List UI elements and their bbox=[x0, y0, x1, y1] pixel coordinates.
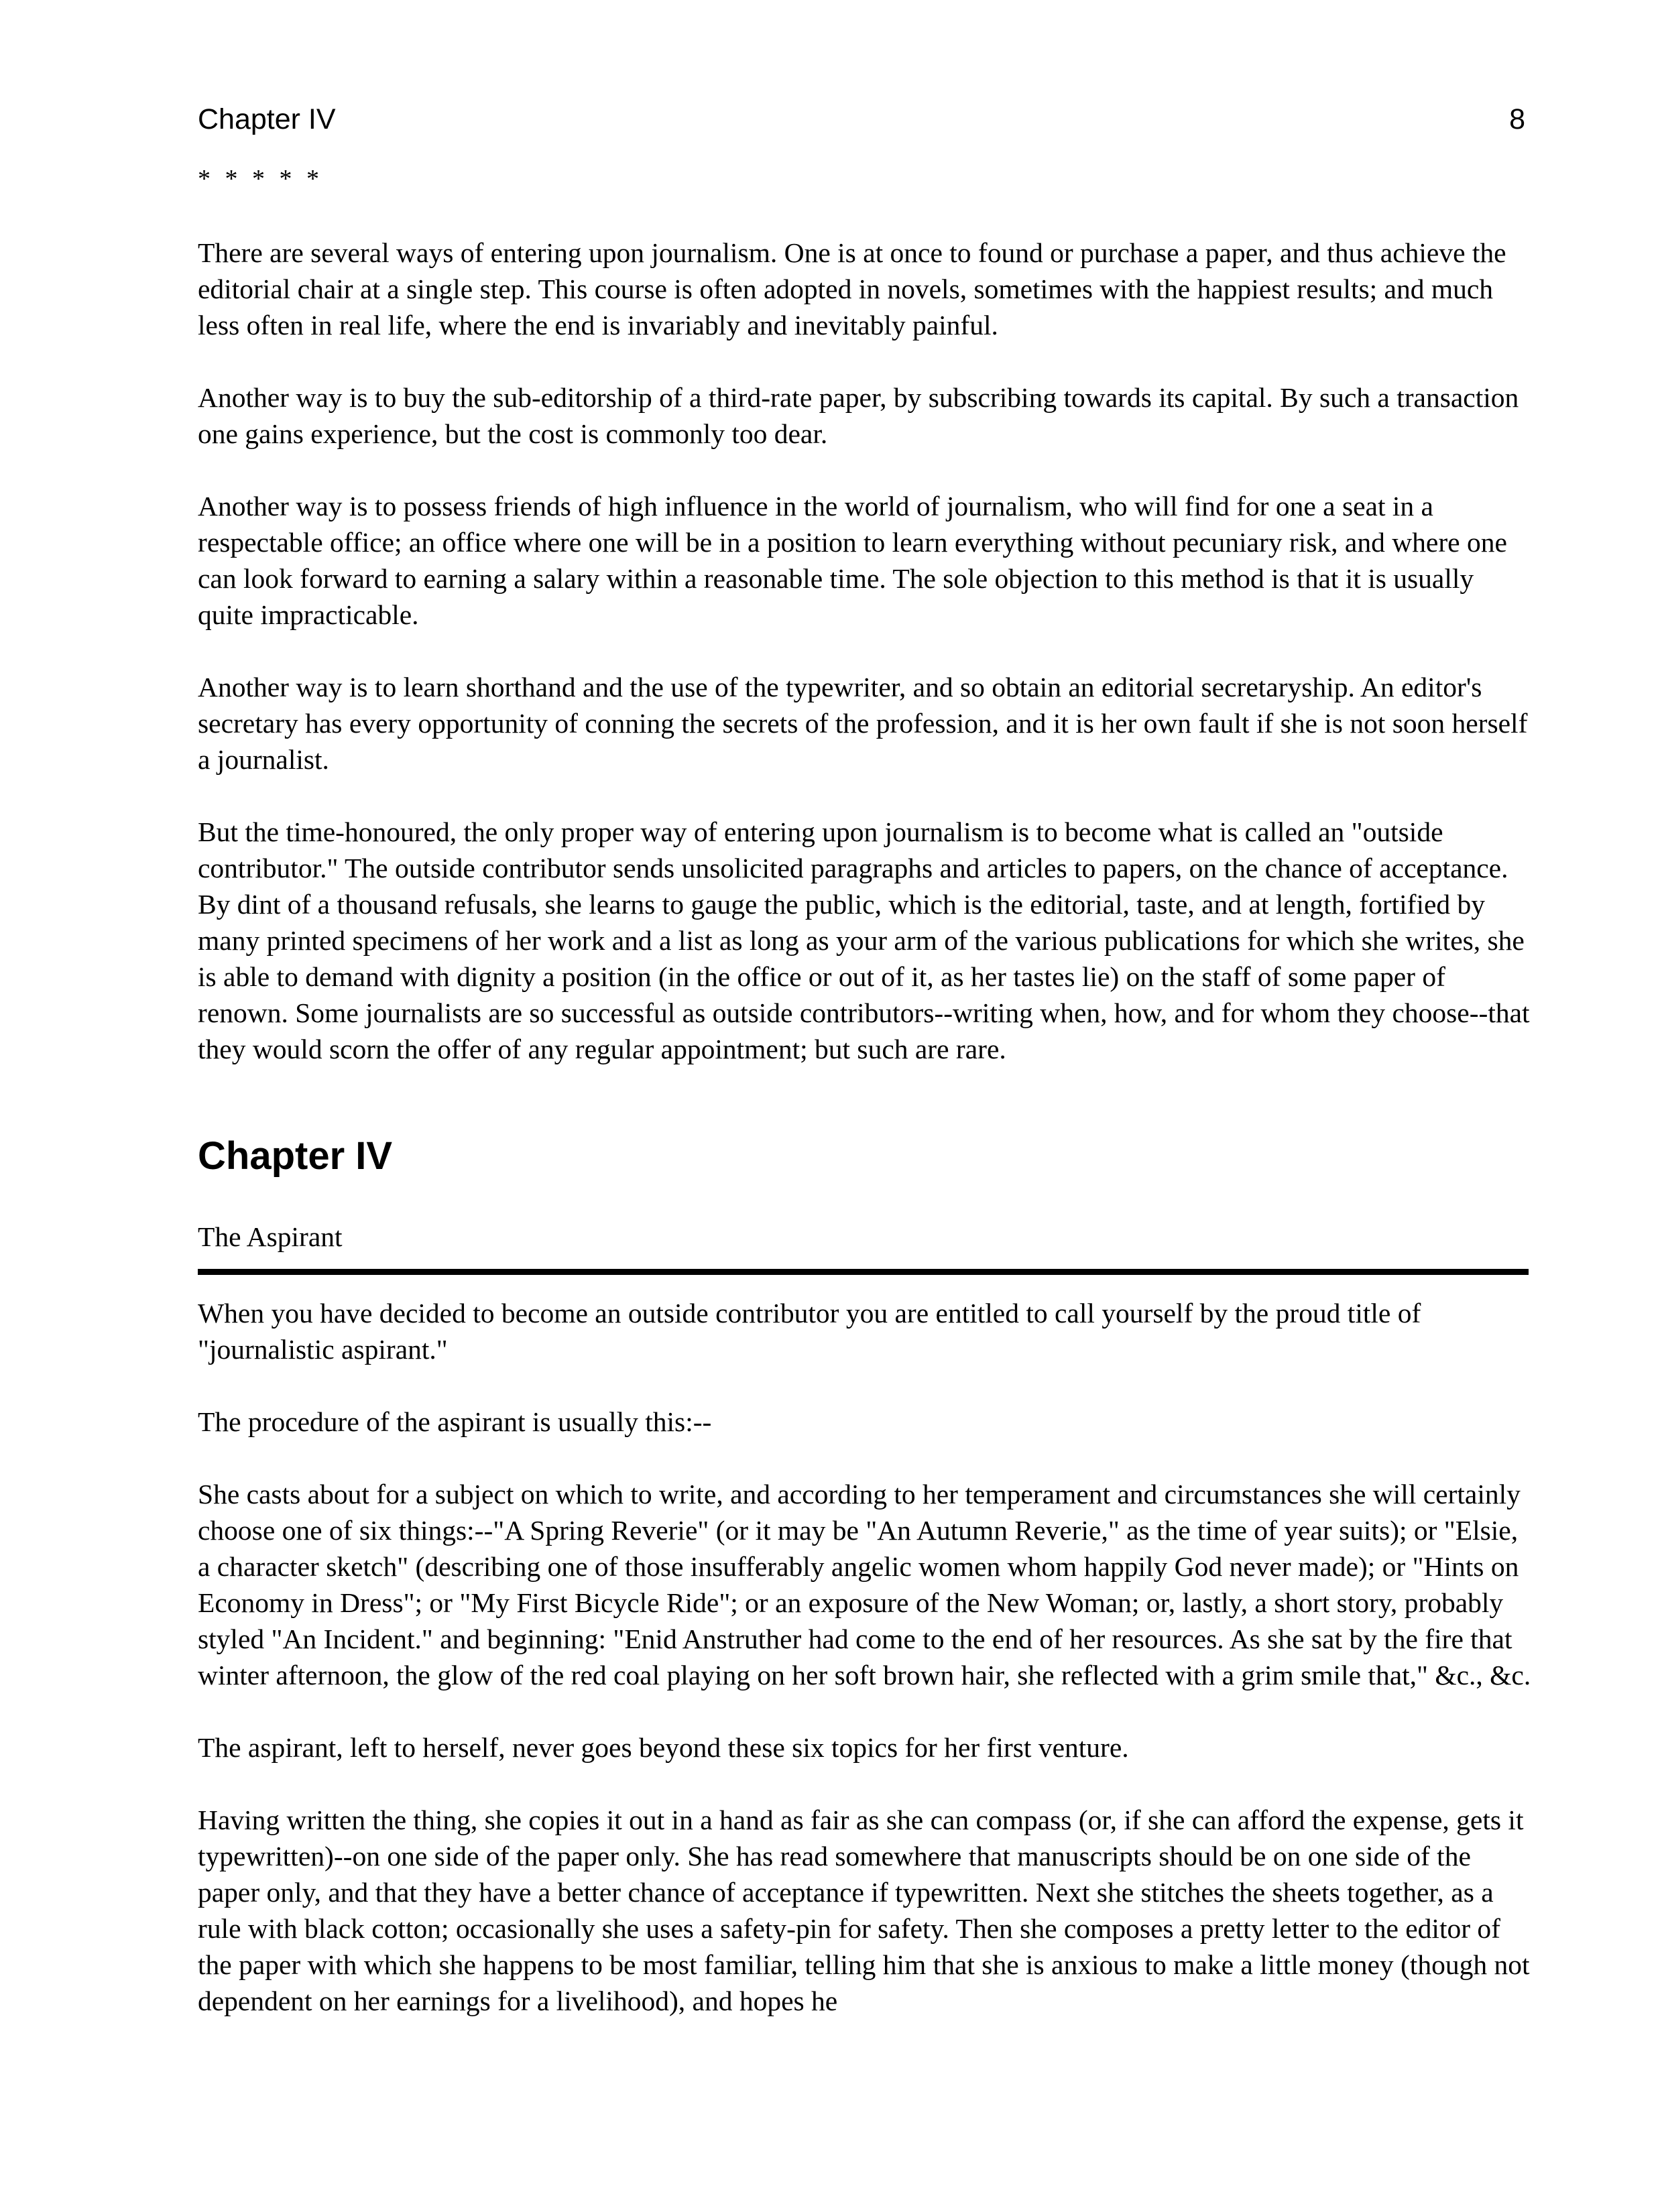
paragraph: Another way is to learn shorthand and the use of the typewriter, and so obtain an editorial secretaryship. An editor's secretary has every opportunity of conning the secrets of the profession, and it is her own fault if she is not soon herself a journalist. bbox=[198, 672, 1528, 775]
paragraph: She casts about for a subject on which to write, and according to her temperament and circumstances she will certainly choose one of six things:--"A Spring Reverie" (or it may be "An Autumn Reverie," as the time of year suits); or "Elsie, a character sketch" (describing one of those insufferably angelic women whom happily God never made); or "Hints on Economy in Dress"; or "My First Bicycle Ride"; or an exposure of the New Woman; or, lastly, a short story, probably styled "An Incident." and beginning: "Enid Anstruther had come to the end of her resources. As she sat by the fire that winter afternoon, the glow of the red coal playing on her soft brown hair, she reflected with a grim smile that," &c., &c. bbox=[198, 1479, 1531, 1691]
chapter-subtitle: The Aspirant bbox=[198, 1221, 343, 1252]
paragraph: There are several ways of entering upon journalism. One is at once to found or purchase a paper, and thus achieve the editorial chair at a single step. This course is often adopted in novels, sometimes with the happiest results; and much less often in real life, where the end is invariably and inevitably painful. bbox=[198, 237, 1506, 341]
running-header-title: Chapter IV bbox=[198, 103, 336, 135]
paragraph: Another way is to possess friends of high influence in the world of journalism, who will find for one a seat in a respectable office; an office where one will be in a position to learn everything without pecuniary risk, and where one can look forward to earning a salary within a reasonable time. The sole objection to this method is that it is usually quite impracticable. bbox=[198, 491, 1507, 630]
paragraph: Having written the thing, she copies it out in a hand as fair as she can compass (or, if she can afford the expense, gets it typewritten)--on one side of the paper only. She has read somewhere that manuscripts should be on one side of the paper only, and that they have a better chance of acceptance if typewritten. Next she stitches the sheets together, as a rule with black cotton; occasionally she uses a safety-pin for safety. Then she composes a pretty letter to the editor of the paper with which she happens to be most familiar, telling him that she is anxious to make a little money (though not dependent on her earnings for a livelihood), and hopes he bbox=[198, 1804, 1530, 2016]
page-number: 8 bbox=[1509, 103, 1525, 135]
chapter-section bbox=[198, 1295, 1532, 2055]
horizontal-rule bbox=[198, 1269, 1529, 1275]
paragraph: The aspirant, left to herself, never goes beyond these six topics for her first venture. bbox=[198, 1732, 1129, 1763]
intro-section bbox=[198, 235, 1532, 1103]
paragraph: The procedure of the aspirant is usually this:-- bbox=[198, 1406, 712, 1437]
paragraph: But the time-honoured, the only proper way of entering upon journalism is to become what is called an "outside contributor." The outside contributor sends unsolicited paragraphs and articles to papers, on the chance of acceptance. By dint of a thousand refusals, she learns to gauge the public, which is the editorial, taste, and at length, fortified by many printed specimens of her work and a list as long as your arm of the various publications for which she writes, she is able to demand with dignity a position (in the office or out of it, as her tastes lie) on the staff of some paper of renown. Some journalists are so successful as outside contributors--writing when, how, and for whom they choose--that they would scorn the offer of any regular appointment; but such are rare. bbox=[198, 816, 1530, 1064]
chapter-heading: Chapter IV bbox=[198, 1134, 393, 1178]
section-separator: * * * * * bbox=[198, 165, 323, 193]
paragraph: When you have decided to become an outside contributor you are entitled to call yourself by the proud title of "journalistic aspirant." bbox=[198, 1298, 1421, 1365]
paragraph: Another way is to buy the sub-editorship of a third-rate paper, by subscribing towards its capital. By such a transaction one gains experience, but the cost is commonly too dear. bbox=[198, 382, 1519, 449]
